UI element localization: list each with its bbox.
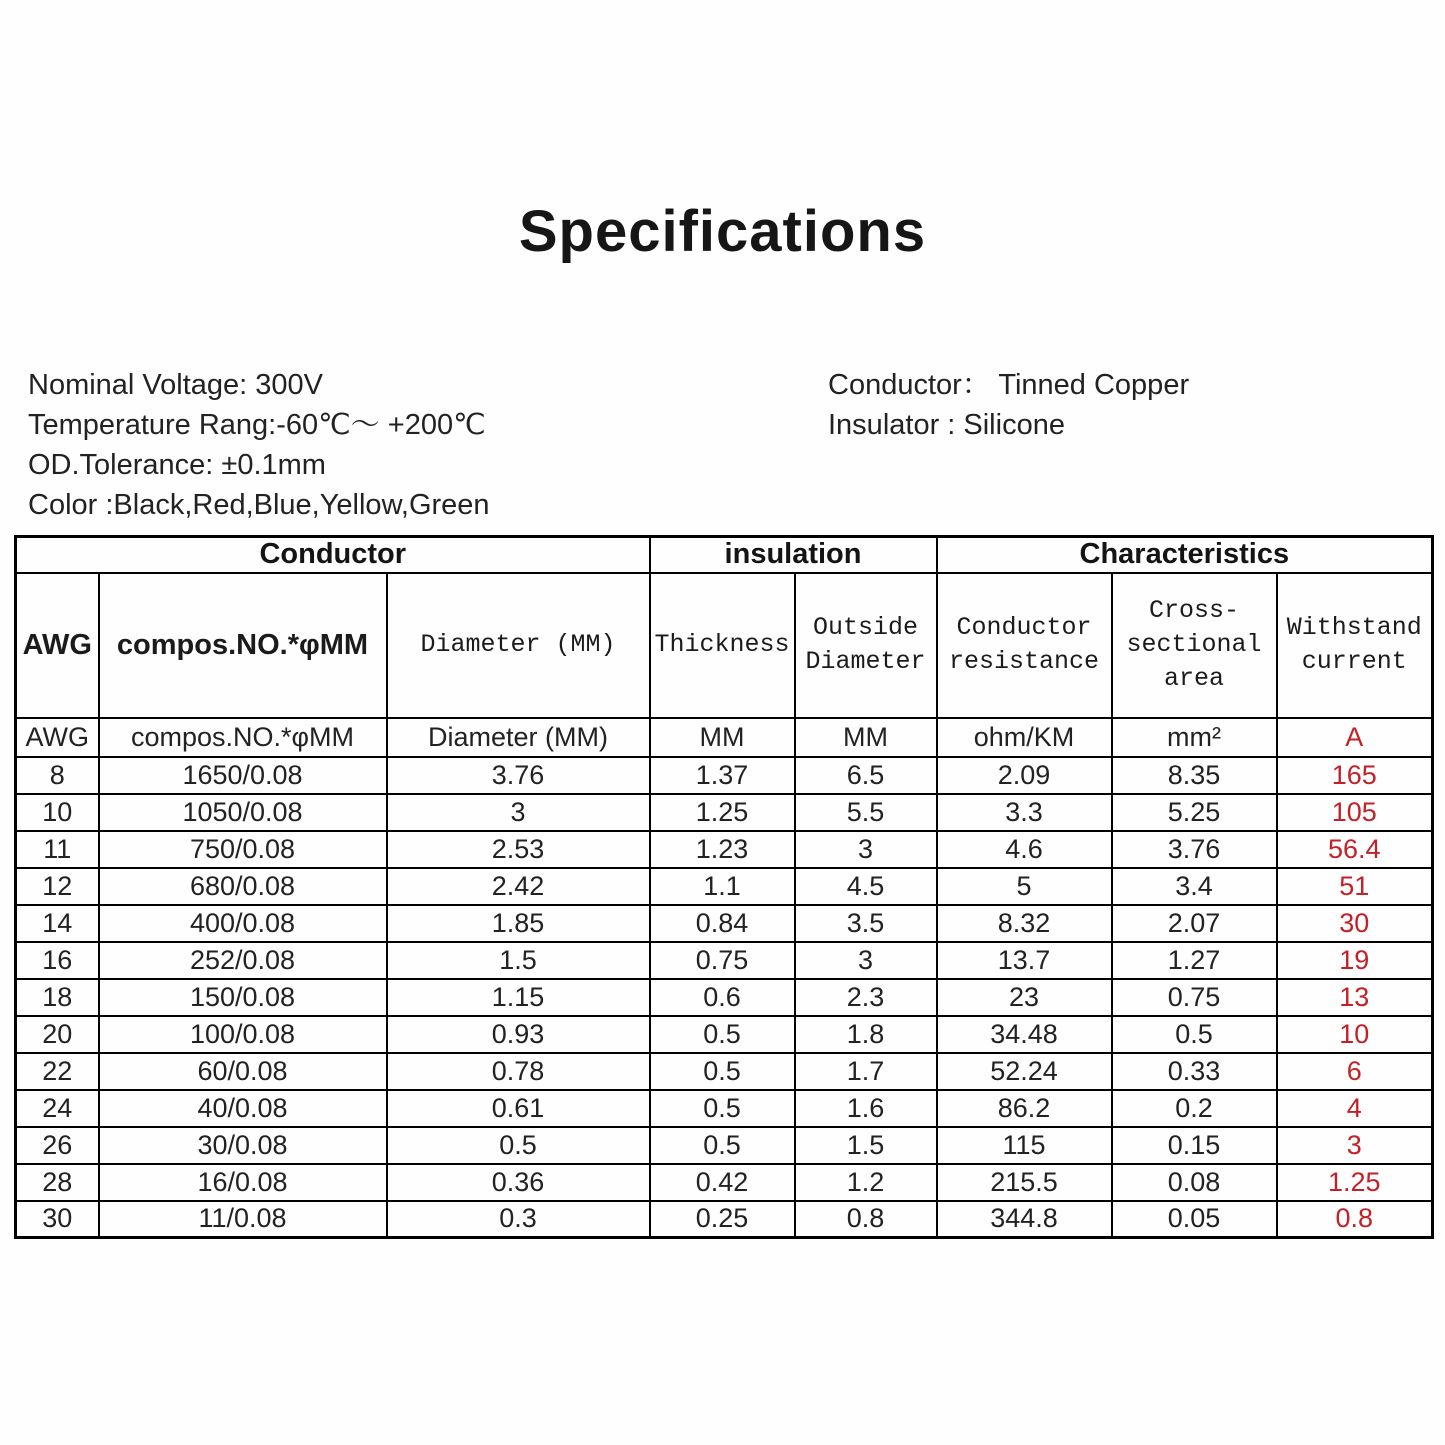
cell: 0.78 (387, 1053, 650, 1090)
cell: 26 (16, 1127, 99, 1164)
unit-cell-conductor-resistance: ohm/KM (937, 718, 1112, 757)
cell: 8.32 (937, 905, 1112, 942)
cell: 1050/0.08 (99, 794, 387, 831)
cell: 14 (16, 905, 99, 942)
cell: 1.25 (650, 794, 795, 831)
column-header-composition: compos.NO.*φMM (99, 573, 387, 718)
cell: 1.1 (650, 868, 795, 905)
cell: 3.3 (937, 794, 1112, 831)
table-row (16, 868, 1433, 905)
cell: 2.53 (387, 831, 650, 868)
cell: 1.5 (387, 942, 650, 979)
table-row (16, 1053, 1433, 1090)
specifications-table (14, 535, 1434, 1239)
table-row (16, 905, 1433, 942)
cell: 0.75 (650, 942, 795, 979)
cell: 52.24 (937, 1053, 1112, 1090)
cell: 1.85 (387, 905, 650, 942)
table-row (16, 831, 1433, 868)
cell: 0.6 (650, 979, 795, 1016)
group-header-insulation: insulation (650, 537, 937, 573)
cell: 1.5 (795, 1127, 937, 1164)
cell: 3 (387, 794, 650, 831)
group-header-characteristics: Characteristics (937, 537, 1433, 573)
cell: 0.5 (1112, 1016, 1277, 1053)
cell: 4.5 (795, 868, 937, 905)
cell: 1.6 (795, 1090, 937, 1127)
cell: 344.8 (937, 1201, 1112, 1238)
cell: 10 (1277, 1016, 1433, 1053)
cell: 13 (1277, 979, 1433, 1016)
cell: 0.36 (387, 1164, 650, 1201)
column-header-outside-diameter: Outside Diameter (795, 573, 937, 718)
table-row (16, 942, 1433, 979)
cell: 0.8 (1277, 1201, 1433, 1238)
insulator-material-line: Insulator : Silicone (828, 409, 1065, 441)
cell: 60/0.08 (99, 1053, 387, 1090)
cell: 3.4 (1112, 868, 1277, 905)
cell: 13.7 (937, 942, 1112, 979)
cell: 12 (16, 868, 99, 905)
unit-cell-awg: AWG (16, 718, 99, 757)
cell: 11/0.08 (99, 1201, 387, 1238)
cell: 1.8 (795, 1016, 937, 1053)
cell: 1.2 (795, 1164, 937, 1201)
cell: 1650/0.08 (99, 757, 387, 794)
cell: 3 (795, 831, 937, 868)
cell: 6.5 (795, 757, 937, 794)
cell: 5.5 (795, 794, 937, 831)
table-row (16, 757, 1433, 794)
cell: 56.4 (1277, 831, 1433, 868)
cell: 4 (1277, 1090, 1433, 1127)
cell: 0.75 (1112, 979, 1277, 1016)
cell: 23 (937, 979, 1112, 1016)
group-header-conductor: Conductor (16, 537, 650, 573)
cell: 8.35 (1112, 757, 1277, 794)
color-options-line: Color :Black,Red,Blue,Yellow,Green (28, 489, 490, 521)
cell: 8 (16, 757, 99, 794)
cell: 252/0.08 (99, 942, 387, 979)
page-title: Specifications (518, 199, 927, 264)
column-header-cross-sectional-area: Cross-sectional area (1112, 573, 1277, 718)
temperature-range-line: Temperature Rang:-60℃～ +200℃ (28, 409, 486, 441)
cell: 115 (937, 1127, 1112, 1164)
table-group-header-row (16, 537, 1433, 573)
cell: 0.8 (795, 1201, 937, 1238)
cell: 0.2 (1112, 1090, 1277, 1127)
cell: 34.48 (937, 1016, 1112, 1053)
cell: 400/0.08 (99, 905, 387, 942)
cell: 3 (795, 942, 937, 979)
conductor-material-line: Conductor： Tinned Copper (828, 369, 1190, 401)
column-header-withstand-current: Withstand current (1277, 573, 1433, 718)
cell: 2.07 (1112, 905, 1277, 942)
info-column-left (28, 365, 828, 525)
cell: 1.37 (650, 757, 795, 794)
cell: 5 (937, 868, 1112, 905)
cell: 4.6 (937, 831, 1112, 868)
table-row (16, 1090, 1433, 1127)
cell: 3 (1277, 1127, 1433, 1164)
cell: 1.25 (1277, 1164, 1433, 1201)
column-header-conductor-resistance: Conductor resistance (937, 573, 1112, 718)
unit-cell-thickness: MM (650, 718, 795, 757)
nominal-voltage-line: Nominal Voltage: 300V (28, 369, 324, 401)
unit-cell-cross-sectional-area: mm² (1112, 718, 1277, 757)
cell: 30 (1277, 905, 1433, 942)
cell: 30/0.08 (99, 1127, 387, 1164)
cell: 22 (16, 1053, 99, 1090)
cell: 0.33 (1112, 1053, 1277, 1090)
table-row (16, 1164, 1433, 1201)
od-tolerance-line: OD.Tolerance: ±0.1mm (28, 449, 326, 481)
table-row (16, 1016, 1433, 1053)
cell: 16/0.08 (99, 1164, 387, 1201)
table-row (16, 1201, 1433, 1238)
column-header-diameter: Diameter (MM) (387, 573, 650, 718)
unit-cell-composition: compos.NO.*φMM (99, 718, 387, 757)
table-header-row (16, 573, 1433, 718)
cell: 215.5 (937, 1164, 1112, 1201)
cell: 5.25 (1112, 794, 1277, 831)
cell: 0.61 (387, 1090, 650, 1127)
cell: 2.42 (387, 868, 650, 905)
cell: 0.5 (650, 1053, 795, 1090)
cell: 150/0.08 (99, 979, 387, 1016)
cell: 105 (1277, 794, 1433, 831)
unit-cell-outside-diameter: MM (795, 718, 937, 757)
cell: 0.5 (650, 1016, 795, 1053)
cell: 19 (1277, 942, 1433, 979)
unit-cell-diameter: Diameter (MM) (387, 718, 650, 757)
cell: 0.42 (650, 1164, 795, 1201)
cell: 0.25 (650, 1201, 795, 1238)
cell: 165 (1277, 757, 1433, 794)
cell: 11 (16, 831, 99, 868)
cell: 1.7 (795, 1053, 937, 1090)
cell: 1.27 (1112, 942, 1277, 979)
cell: 6 (1277, 1053, 1433, 1090)
cell: 0.5 (650, 1090, 795, 1127)
cell: 51 (1277, 868, 1433, 905)
cell: 0.5 (650, 1127, 795, 1164)
cell: 18 (16, 979, 99, 1016)
cell: 30 (16, 1201, 99, 1238)
info-block (28, 365, 1425, 525)
cell: 1.15 (387, 979, 650, 1016)
cell: 0.15 (1112, 1127, 1277, 1164)
cell: 28 (16, 1164, 99, 1201)
cell: 0.05 (1112, 1201, 1277, 1238)
table-unit-row (16, 718, 1433, 757)
cell: 3.76 (1112, 831, 1277, 868)
cell: 20 (16, 1016, 99, 1053)
cell: 2.3 (795, 979, 937, 1016)
cell: 100/0.08 (99, 1016, 387, 1053)
cell: 750/0.08 (99, 831, 387, 868)
table-body (16, 718, 1433, 1238)
cell: 40/0.08 (99, 1090, 387, 1127)
cell: 10 (16, 794, 99, 831)
cell: 0.5 (387, 1127, 650, 1164)
cell: 2.09 (937, 757, 1112, 794)
cell: 3.76 (387, 757, 650, 794)
cell: 16 (16, 942, 99, 979)
table-row (16, 1127, 1433, 1164)
column-header-thickness: Thickness (650, 573, 795, 718)
cell: 3.5 (795, 905, 937, 942)
unit-cell-withstand-current: A (1277, 718, 1433, 757)
cell: 0.3 (387, 1201, 650, 1238)
cell: 0.08 (1112, 1164, 1277, 1201)
cell: 0.84 (650, 905, 795, 942)
table-row (16, 794, 1433, 831)
table-row (16, 979, 1433, 1016)
cell: 24 (16, 1090, 99, 1127)
info-column-right (828, 365, 1425, 525)
cell: 0.93 (387, 1016, 650, 1053)
cell: 680/0.08 (99, 868, 387, 905)
cell: 1.23 (650, 831, 795, 868)
column-header-awg: AWG (16, 573, 99, 718)
cell: 86.2 (937, 1090, 1112, 1127)
